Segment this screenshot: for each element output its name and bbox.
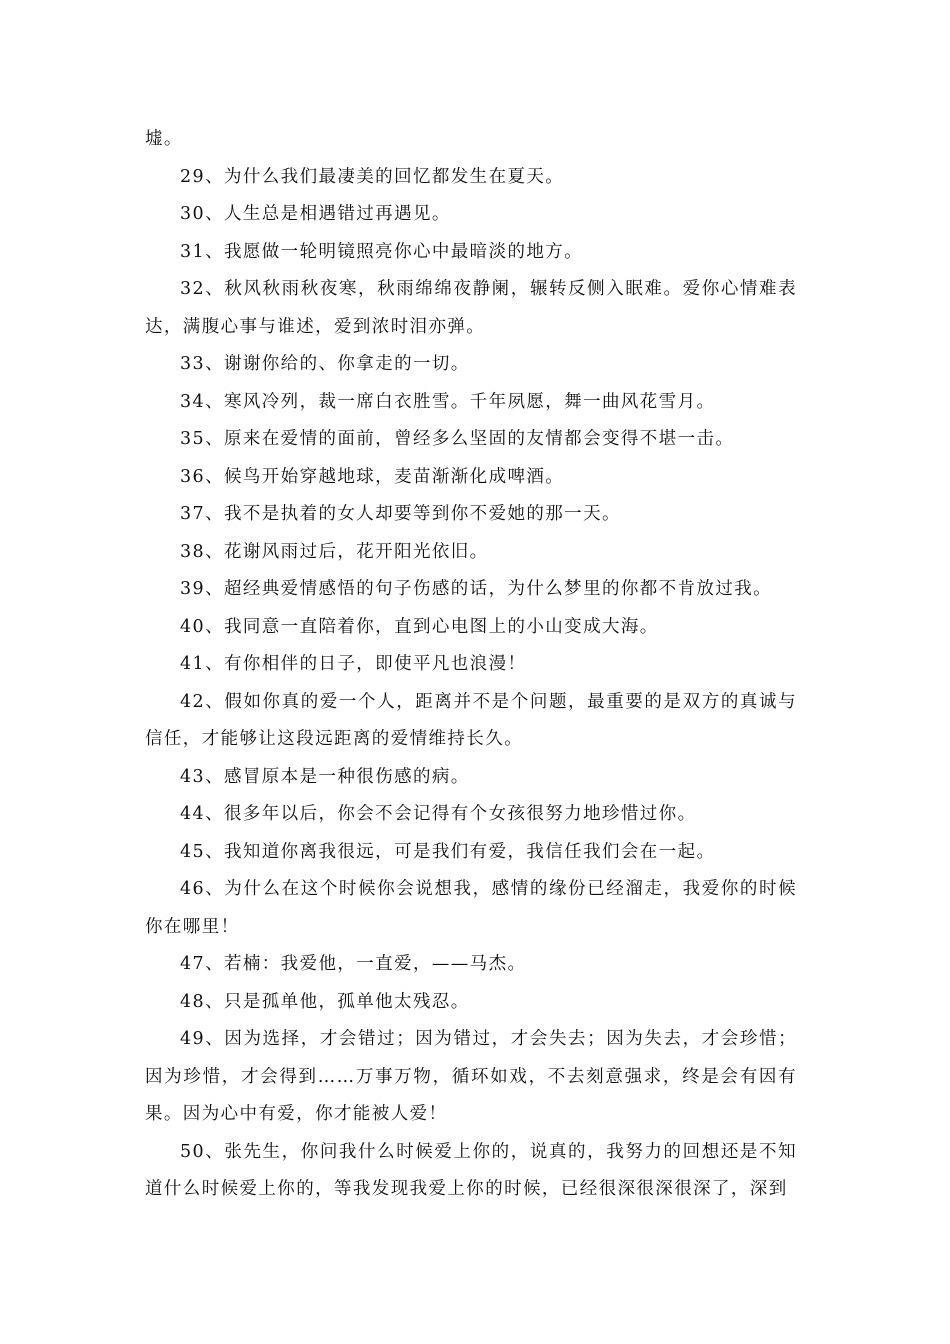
- paragraph-37: 37、我不是执着的女人却要等到你不爱她的那一天。: [180, 504, 621, 524]
- paragraph-41: 41、有你相伴的日子，即使平凡也浪漫！: [180, 654, 527, 674]
- paragraph-35: 35、原来在爱情的面前，曾经多么坚固的友情都会变得不堪一击。: [180, 429, 735, 449]
- paragraph-continuation: 墟。: [145, 129, 183, 149]
- paragraph-48: 48、只是孤单他，孤单他太残忍。: [180, 991, 470, 1012]
- document-page: [145, 121, 797, 1209]
- paragraph-50: 50、张先生，你问我什么时候爱上你的，说真的，我努力的回想还是不知道什么时候爱上你的，等我发现我爱上你的时候，已经很深很深很深了，深到: [145, 1141, 797, 1199]
- paragraph-36: 36、候鸟开始穿越地球，麦苗渐渐化成啤酒。: [180, 466, 565, 487]
- paragraph-43: 43、感冒原本是一种很伤感的病。: [180, 766, 470, 787]
- paragraph-49: 49、因为选择，才会错过；因为错过，才会失去；因为失去，才会珍惜；因为珍惜，才会得到……万事万物，循环如戏，不去刻意强求，终是会有因有果。因为心中有爱，你才能被人爱！: [145, 1029, 797, 1124]
- paragraph-31: 31、我愿做一轮明镜照亮你心中最暗淡的地方。: [180, 241, 584, 262]
- paragraph-38: 38、花谢风雨过后，花开阳光依旧。: [180, 541, 489, 562]
- paragraph-34: 34、寒风冷列，裁一席白衣胜雪。千年夙愿，舞一曲风花雪月。: [180, 391, 716, 412]
- paragraph-33: 33、谢谢你给的、你拿走的一切。: [180, 354, 470, 374]
- paragraph-47: 47、若楠：我爱他，一直爱，——马杰。: [180, 954, 527, 974]
- paragraph-39: 39、超经典爱情感悟的句子伤感的话，为什么梦里的你都不肯放过我。: [180, 579, 773, 599]
- paragraph-32: 32、秋风秋雨秋夜寒，秋雨绵绵夜静阑，辗转反侧入眠难。爱你心情难表达，满腹心事与谁述，爱到浓时泪亦弹。: [145, 279, 797, 337]
- paragraph-40: 40、我同意一直陪着你，直到心电图上的小山变成大海。: [180, 616, 659, 637]
- paragraph-45: 45、我知道你离我很远，可是我们有爱，我信任我们会在一起。: [180, 841, 716, 862]
- paragraph-46: 46、为什么在这个时候你会说想我，感情的缘份已经溜走，我爱你的时候你在哪里！: [145, 879, 797, 937]
- paragraph-42: 42、假如你真的爱一个人，距离并不是个问题，最重要的是双方的真诚与信任，才能够让这段远距离的爱情维持长久。: [145, 691, 797, 749]
- paragraph-44: 44、很多年以后，你会不会记得有个女孩很努力地珍惜过你。: [180, 804, 697, 824]
- paragraph-29: 29、为什么我们最凄美的回忆都发生在夏天。: [180, 166, 565, 187]
- paragraph-30: 30、人生总是相遇错过再遇见。: [180, 204, 451, 224]
